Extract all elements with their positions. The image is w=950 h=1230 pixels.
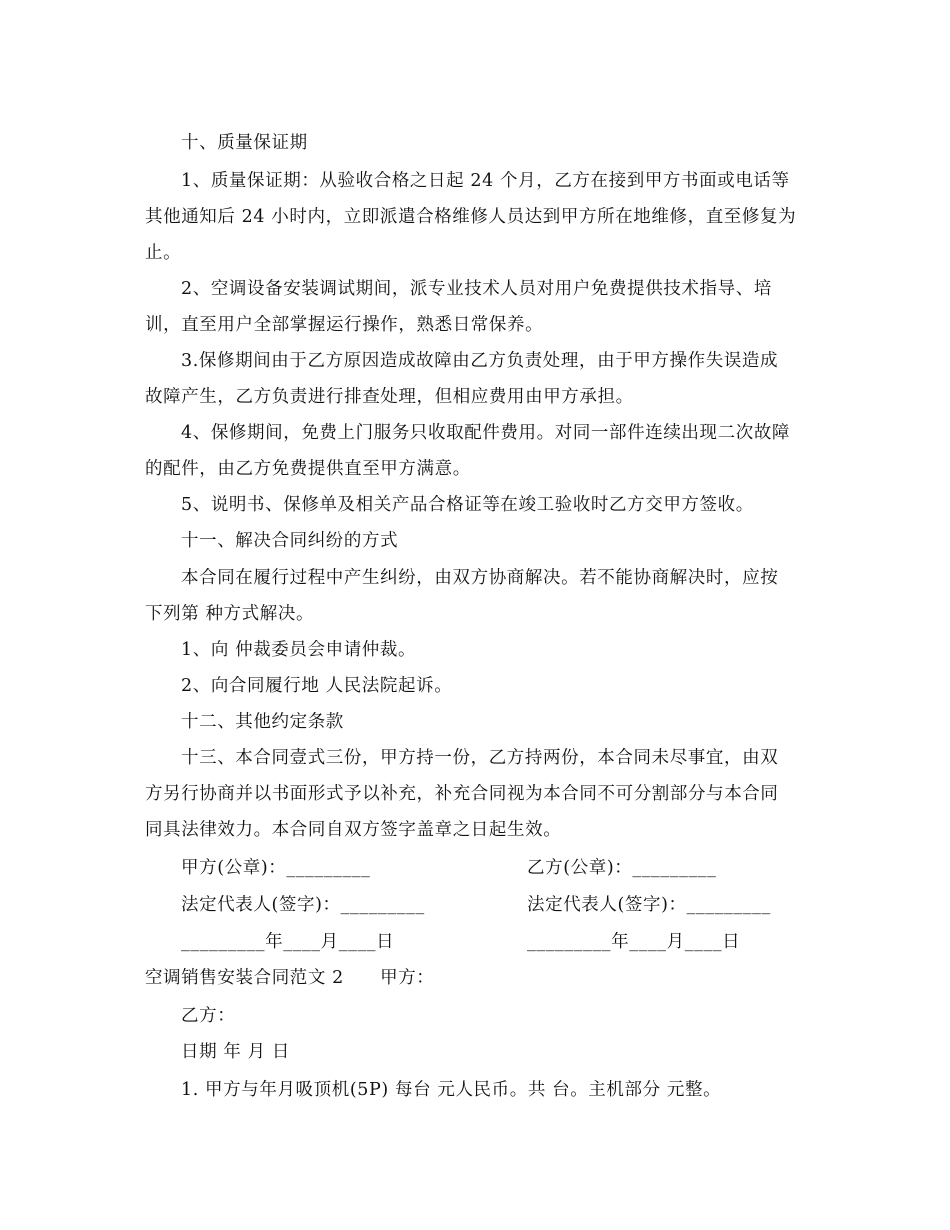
party-b-representative: 法定代表人(签字)：_________ bbox=[527, 895, 771, 915]
paragraph-line: 1、质量保证期：从验收合格之日起 24 个月，乙方在接到甲方书面或电话等 bbox=[181, 171, 790, 191]
paragraph-line: 4、保修期间，免费上门服务只收取配件费用。对同一部件连续出现二次故障 bbox=[181, 423, 791, 443]
second-contract-party-b: 乙方： bbox=[181, 1006, 236, 1026]
section-11-heading: 十一、解决合同纠纷的方式 bbox=[181, 531, 399, 551]
paragraph-line: 同具法律效力。本合同自双方签字盖章之日起生效。 bbox=[145, 820, 562, 840]
paragraph-line: 2、空调设备安装调试期间，派专业技术人员对用户免费提供技术指导、培 bbox=[181, 279, 772, 299]
paragraph-line: 1、向 仲裁委员会申请仲裁。 bbox=[181, 640, 417, 660]
paragraph-line: 的配件，由乙方免费提供直至甲方满意。 bbox=[145, 459, 471, 479]
party-a-representative: 法定代表人(签字)：_________ bbox=[181, 895, 425, 915]
paragraph-line: 3.保修期间由于乙方原因造成故障由乙方负责处理，由于甲方操作失误造成 bbox=[181, 351, 779, 371]
paragraph-line: 十三、本合同壹式三份，甲方持一份，乙方持两份，本合同未尽事宜，由双 bbox=[181, 748, 779, 768]
paragraph-line: 本合同在履行过程中产生纠纷，由双方协商解决。若不能协商解决时，应按 bbox=[181, 568, 779, 588]
section-10-heading: 十、质量保证期 bbox=[181, 133, 308, 153]
party-b-seal: 乙方(公章)：_________ bbox=[527, 858, 717, 878]
party-b-date: _________年____月____日 bbox=[527, 932, 741, 952]
second-contract-item-1: 1. 甲方与年月吸顶机(5P) 每台 元人民币。共 台。主机部分 元整。 bbox=[181, 1080, 722, 1100]
paragraph-line: 下列第 种方式解决。 bbox=[145, 604, 315, 624]
party-a-date: _________年____月____日 bbox=[181, 932, 395, 952]
second-contract-date: 日期 年 月 日 bbox=[181, 1042, 290, 1062]
second-contract-heading: 空调销售安装合同范文 2 甲方： bbox=[145, 968, 435, 988]
paragraph-line: 止。 bbox=[145, 243, 182, 263]
party-a-seal: 甲方(公章)：_________ bbox=[181, 858, 371, 878]
paragraph-line: 2、向合同履行地 人民法院起诉。 bbox=[181, 676, 453, 696]
paragraph-line: 5、说明书、保修单及相关产品合格证等在竣工验收时乙方交甲方签收。 bbox=[181, 495, 754, 515]
paragraph-line: 其他通知后 24 小时内，立即派遣合格维修人员达到甲方所在地维修，直至修复为 bbox=[145, 207, 797, 227]
section-12-heading: 十二、其他约定条款 bbox=[181, 712, 344, 732]
paragraph-line: 训，直至用户全部掌握运行操作，熟悉日常保养。 bbox=[145, 315, 544, 335]
paragraph-line: 方另行协商并以书面形式予以补充，补充合同视为本合同不可分割部分与本合同 bbox=[145, 784, 779, 804]
paragraph-line: 故障产生，乙方负责进行排查处理，但相应费用由甲方承担。 bbox=[145, 387, 634, 407]
